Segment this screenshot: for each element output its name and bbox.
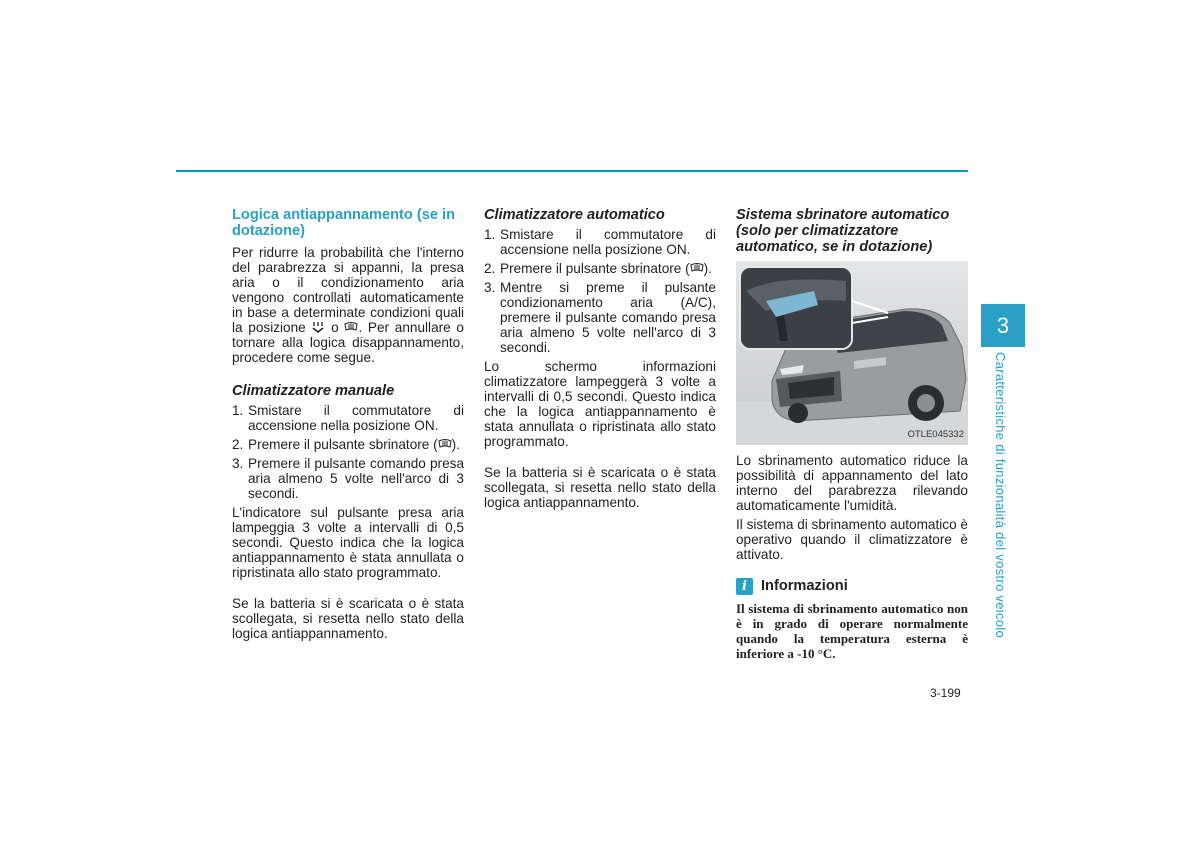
list-item: 3. Premere il pulsante comando presa aria almeno 5 volte nell'arco di 3 secondi. [232, 456, 464, 501]
list-item: 1. Smistare il commutatore di accensione nella posizione ON. [232, 403, 464, 433]
image-code: OTLE045332 [907, 429, 964, 440]
paragraph: Il sistema di sbrinamento automatico è operativo quando il climatizzatore è attivato. [736, 517, 968, 562]
subtitle-manual-climate: Climatizzatore manuale [232, 383, 395, 399]
section-title-auto-defog: Sistema sbrinatore automatico (solo per climatizzatore automatico, se in dotazione) [736, 207, 950, 255]
intro-paragraph: Per ridurre la probabilità che l'interno del parabrezza si appanni, la presa aria o il condizionamento aria vengono controllati automaticamente in base a determinate condizioni quali la posizione o . Per annullare o tornare alla logica disappannamento, procedere come segue. [232, 245, 464, 365]
info-body: Il sistema di sbrinamento automatico non è in grado di operare normalmente quando la temperatura esterna è inferiore a -10 °C. [736, 601, 968, 661]
list-item: 1. Smistare il commutatore di accensione nella posizione ON. [484, 227, 716, 257]
paragraph: Se la batteria si è scaricata o è stata scollegata, si resetta nello stato della logica antiappannamento. [232, 596, 464, 641]
paragraph: L'indicatore sul pulsante presa aria lampeggia 3 volte a intervalli di 0,5 secondi. Questo indica che la logica antiappannamento è stata annullata o ripristinata allo stato programmato. [232, 505, 464, 580]
info-header [736, 578, 968, 595]
automatic-steps-list [484, 227, 716, 355]
paragraph: Lo sbrinamento automatico riduce la possibilità di appannamento del lato interno del parabrezza rilevando automaticamente l'umidità. [736, 453, 968, 513]
section-title-defog-logic: Logica antiappannamento (se in dotazione) [232, 207, 455, 239]
subtitle-automatic-climate: Climatizzatore automatico [484, 207, 665, 223]
defrost-icon [690, 262, 704, 274]
paragraph: Lo schermo informazioni climatizzatore lampeggerà 3 volte a intervalli di 0,5 secondi. Questo indica che la logica antiappannamento è stata annullata o ripristinata allo stato programmato. [484, 359, 716, 449]
manual-steps-list [232, 403, 464, 501]
header-rule [176, 170, 968, 172]
column-2 [484, 207, 716, 510]
list-item: 2. Premere il pulsante sbrinatore ( ). [484, 261, 712, 276]
floor-defrost-icon [311, 321, 325, 333]
list-item: 2. Premere il pulsante sbrinatore ( ). [232, 437, 460, 452]
page-number: 3-199 [930, 686, 961, 700]
info-icon: i [736, 578, 753, 595]
suv-illustration [736, 261, 968, 445]
chapter-tab: 3 [981, 304, 1025, 347]
paragraph: Se la batteria si è scaricata o è stata scollegata, si resetta nello stato della logica antiappannamento. [484, 465, 716, 510]
defrost-icon [344, 321, 358, 333]
column-1 [232, 207, 464, 641]
defrost-icon [438, 438, 452, 450]
list-item: 3. Mentre si preme il pulsante condizionamento aria (A/C), premere il pulsante comando presa aria almeno 5 volte nell'arco di 3 secondi. [484, 280, 716, 355]
info-title: Informazioni [761, 578, 848, 594]
column-3 [736, 207, 968, 661]
vehicle-illustration [736, 261, 968, 445]
chapter-side-title: Caratteristiche di funzionalità del vostro veicolo [993, 352, 1008, 638]
